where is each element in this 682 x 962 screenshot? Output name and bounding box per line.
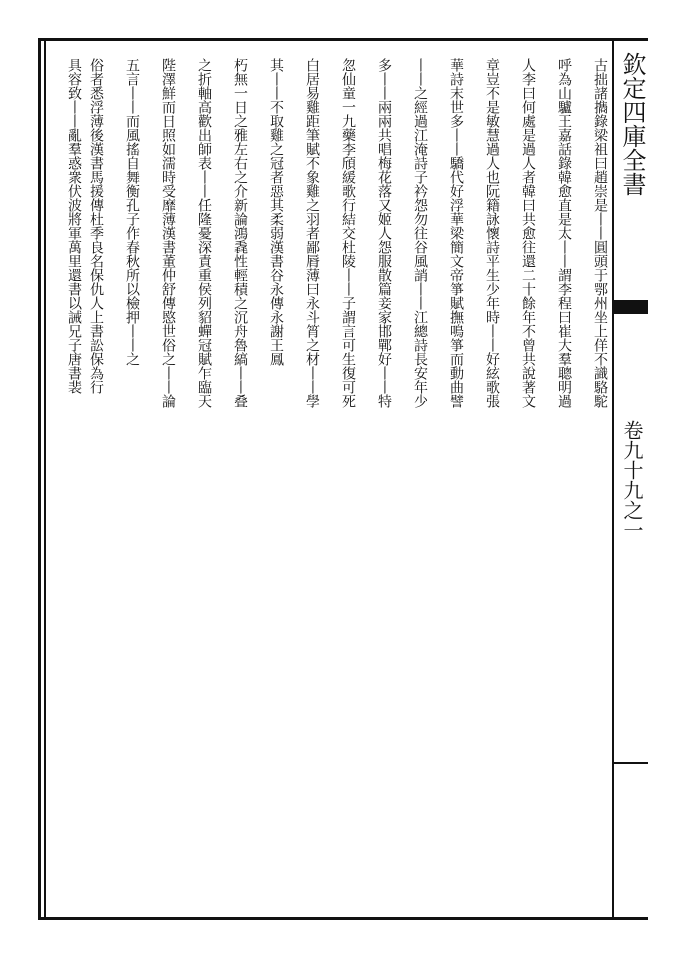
margin-header: 欽定四庫全書 [618, 52, 646, 196]
text-column: 呼為山驢王嘉話錄韓愈直是太丨丨謂李程曰崔大羣聰明過 [556, 58, 572, 408]
text-column: 其丨丨不取雞之冠者惡其柔弱漢書谷永傳永謝王鳳 [268, 58, 284, 366]
text-column: 朽無一日之雅左右之介新論鴻毳性輕積之沉舟魯縞丨丨叠 [232, 58, 248, 408]
text-column: 人李曰何處是過人者韓曰共愈往還二十餘年不曾共說著文 [520, 58, 536, 408]
margin-volume: 卷九十九之一 [620, 420, 644, 540]
text-column: 陛澤鮮而日照如濡時受靡薄漢書董仲舒傳愍世俗之丨丨論 [160, 58, 176, 408]
text-column: 古拙諸㩦錄梁祖曰趙崇是丨丨圓頭于鄂州坐上佯不識駱駝 [592, 58, 608, 408]
text-column: 丨丨之經過江淹詩子衿怨勿往谷風誚丨丨江總詩長安年少 [412, 58, 428, 408]
text-column: 之折軸高歡出師表丨丨任隆憂深責重侯列貂蟬冠賦乍臨天 [196, 58, 212, 408]
text-column: 具容致丨丨亂羣惑衆伏波將軍萬里還書以誡兄子唐書裴 [66, 58, 82, 394]
text-column: 華詩末世多丨丨驕代好浮華梁簡文帝箏賦撫鳴箏而動曲譬 [448, 58, 464, 408]
text-column: 五言丨丨而風搖自舞衡孔子作春秋所以檢押丨丨之 [124, 58, 140, 366]
text-column: 白居易雞距筆賦不象雞之羽者鄙脣薄曰永斗筲之材丨丨學 [304, 58, 320, 408]
text-column: 俗者悉浮薄後漢書馬援傳杜季良名保仇人上書訟保為行 [88, 58, 104, 394]
text-column: 章豈不是敏慧過人也阮籍詠懷詩平生少年時丨丨好絃歌張 [484, 58, 500, 408]
text-column: 忽仙童一九藥李頎緩歌行結交杜陵丨丨子謂言可生復可死 [340, 58, 356, 408]
text-column: 多丨丨兩兩共唱梅花落又姬人怨服散篇妾家邯鄲好丨丨特 [376, 58, 392, 408]
